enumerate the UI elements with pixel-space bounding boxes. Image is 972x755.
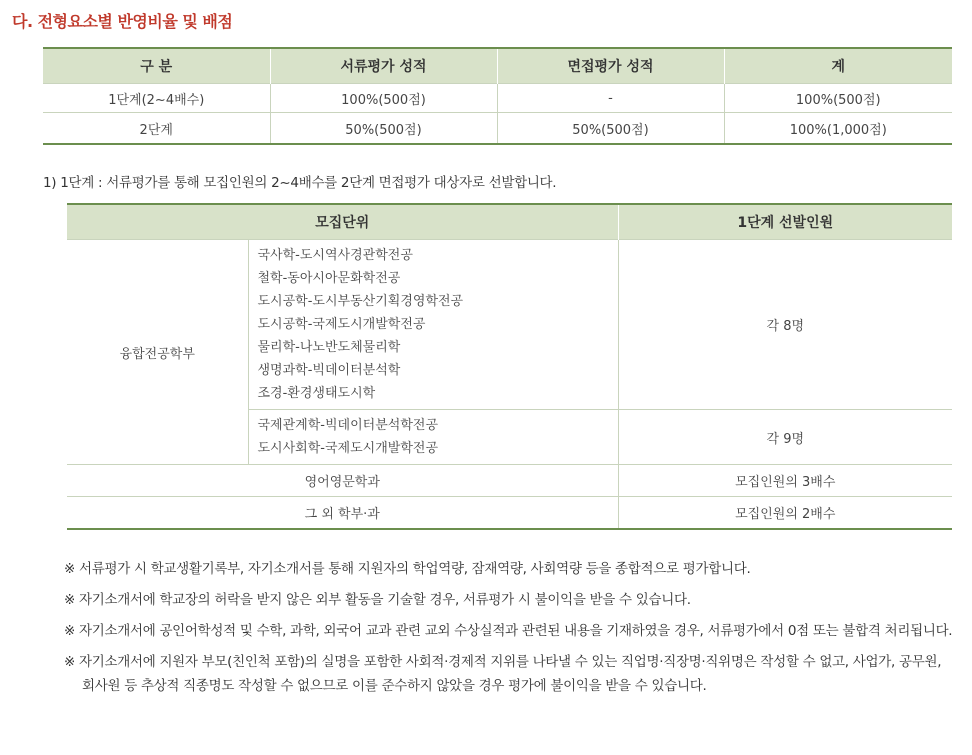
score-ratio-table [43, 47, 952, 145]
count-cell: 각 8명 [618, 240, 952, 410]
selection-count-table [67, 203, 952, 530]
list-item: 철학-동아시아문화학전공 [257, 271, 401, 286]
header-document-score: 서류평가 성적 [270, 48, 497, 84]
table-cell: 1단계(2~4배수) [43, 84, 270, 113]
header-recruitment-unit: 모집단위 [67, 204, 618, 240]
table-cell: 50%(500점) [497, 113, 724, 145]
unit-cell: 그 외 학부·과 [67, 497, 618, 530]
note-item: ※ 자기소개서에 공인어학성적 및 수학, 과학, 외국어 교과 관련 교외 수상실적과 관련된 내용을 기재하였을 경우, 서류평가에서 0점 또는 불합격 처리됩니다. [64, 623, 953, 639]
group-name-cell: 융합전공학부 [67, 240, 248, 465]
list-item: 물리학-나노반도체물리학 [257, 340, 401, 355]
table-row [43, 84, 952, 113]
header-interview-score: 면접평가 성적 [497, 48, 724, 84]
table-cell: - [497, 84, 724, 113]
list-item: 도시사회학-국제도시개발학전공 [257, 441, 439, 456]
table-header-row [43, 48, 952, 84]
header-category: 구 분 [43, 48, 270, 84]
note-item: ※ 자기소개서에 지원자 부모(친인척 포함)의 실명을 포함한 사회적·경제적 지위를 나타낼 수 있는 직업명·직장명·직위명은 작성할 수 없고, 사업가, 공무원, 회사원 등 추상적 직종명도 작성할 수 없으므로 이를 준수하지 않았을 경우 평가에 불이익을 받을 수 있습니다. [64, 654, 942, 694]
table-cell: 2단계 [43, 113, 270, 145]
note-item: ※ 서류평가 시 학교생활기록부, 자기소개서를 통해 지원자의 학업역량, 잠재역량, 사회역량 등을 종합적으로 평가합니다. [64, 561, 751, 577]
major-list [248, 410, 618, 465]
table-row [67, 465, 952, 497]
table-cell: 50%(500점) [270, 113, 497, 145]
major-list [248, 240, 618, 410]
note-item: ※ 자기소개서에 학교장의 허락을 받지 않은 외부 활동을 기술할 경우, 서류평가 시 불이익을 받을 수 있습니다. [64, 592, 691, 608]
section-title: 다. 전형요소별 반영비율 및 배점 [12, 12, 233, 31]
notes-list [64, 557, 956, 705]
list-item: 생명과학-빅데이터분석학 [257, 363, 401, 378]
count-cell: 모집인원의 2배수 [618, 497, 952, 530]
list-item: 도시공학-국제도시개발학전공 [257, 317, 426, 332]
table-row [67, 240, 952, 410]
count-cell: 모집인원의 3배수 [618, 465, 952, 497]
table-row [67, 497, 952, 530]
list-item: 국제관계학-빅데이터분석학전공 [257, 418, 439, 433]
list-item: 도시공학-도시부동산기획경영학전공 [257, 294, 464, 309]
list-item: 조경-환경생태도시학 [257, 386, 376, 401]
count-cell: 각 9명 [618, 410, 952, 465]
table-cell: 100%(1,000점) [724, 113, 952, 145]
table-cell: 100%(500점) [270, 84, 497, 113]
unit-cell: 영어영문학과 [67, 465, 618, 497]
header-total: 계 [724, 48, 952, 84]
table-header-row [67, 204, 952, 240]
header-stage1-count: 1단계 선발인원 [618, 204, 952, 240]
list-item: 국사학-도시역사경관학전공 [257, 248, 413, 263]
table-cell: 100%(500점) [724, 84, 952, 113]
stage1-note: 1) 1단계 : 서류평가를 통해 모집인원의 2~4배수를 2단계 면접평가 대상자로 선발합니다. [43, 175, 557, 191]
table-row [43, 113, 952, 145]
